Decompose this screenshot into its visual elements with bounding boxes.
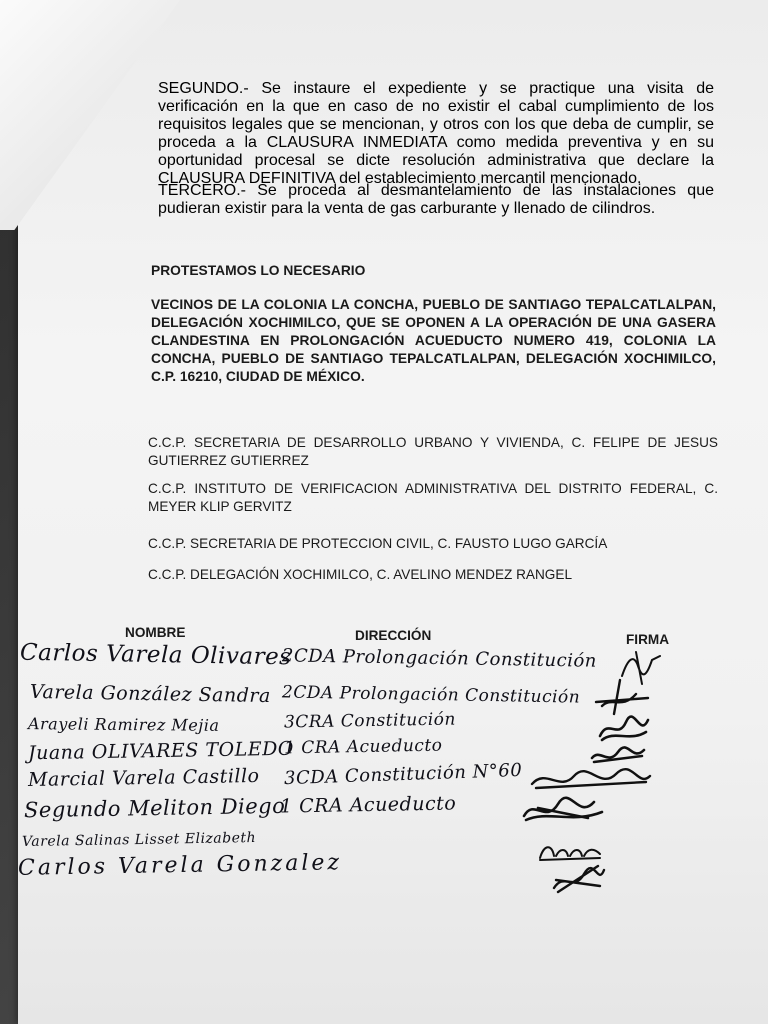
vecinos-paragraph: VECINOS DE LA COLONIA LA CONCHA, PUEBLO DE SANTIAGO TEPALCATLALPAN, DELEGACIÓN XOCHIMILCO, QUE SE OPONEN A LA OPERACIÓN DE UNA GASERA CLANDESTINA EN PROLONGACIÓN ACUEDUCTO NUMERO 419, COLONIA LA CONCHA, PUEBLO DE SANTIAGO TEPALCATLALPAN, DELEGACIÓN XOCHIMILCO, C.P. 16210, CIUDAD DE MÉXICO.: [151, 297, 716, 384]
signer-name-2: Varela González Sandra: [29, 680, 271, 708]
signer-address-2: 2CDA Prolongación Constitución: [281, 682, 581, 708]
signer-address-6: 1 CRA Acueducto: [279, 792, 457, 818]
signer-name-8: Carlos Varela Gonzalez: [17, 850, 343, 881]
document-page: [18, 0, 768, 1024]
signature-8: [548, 862, 608, 896]
ccp-line-3: C.C.P. SECRETARIA DE PROTECCION CIVIL, C. FAUSTO LUGO GARCÍA: [148, 536, 608, 551]
ccp-line-2: C.C.P. INSTITUTO DE VERIFICACION ADMINISTRATIVA DEL DISTRITO FEDERAL, C. MEYER KLIP GERVITZ: [148, 481, 718, 514]
signer-address-4: 1 CRA Acueducto: [283, 735, 443, 759]
protestamos-heading: PROTESTAMOS LO NECESARIO: [151, 263, 366, 278]
signer-name-4: Juana OLIVARES TOLEDO: [27, 737, 295, 765]
firma-header: FIRMA: [626, 632, 670, 647]
signature-6: [518, 790, 608, 830]
signer-name-1: Carlos Varela Olivares: [19, 639, 292, 671]
signer-name-5: Marcial Varela Castillo: [27, 764, 260, 792]
signer-address-3: 3CRA Constitución: [283, 709, 457, 733]
segundo-paragraph: SEGUNDO.- Se instaure el expediente y se practique una visita de verificación en la que en caso de no existir el cabal cumplimiento de los requisitos legales que se mencionan, y otros con los que deba de cumplir, se proceda a la CLAUSURA INMEDIATA como medida preventiva y en su oportunidad procesal se dicte resolución administrativa que declare la CLAUSURA DEFINITIVA del establecimiento mercantil mencionado.: [158, 80, 714, 187]
ccp-line-4: C.C.P. DELEGACIÓN XOCHIMILCO, C. AVELINO MENDEZ RANGEL: [148, 567, 573, 582]
signer-address-1: 2CDA Prolongación Constitución: [281, 645, 598, 672]
tercero-paragraph: TERCERO.- Se proceda al desmantelamiento de las instalaciones que pudieran existir para la venta de gas carburante y llenado de cilindros.: [158, 182, 714, 217]
signer-address-5: 3CDA Constitución N°60: [283, 759, 523, 790]
signer-name-3: Arayeli Ramirez Mejia: [27, 714, 220, 735]
signer-name-6: Segundo Meliton Diego: [23, 793, 286, 823]
ccp-line-1: C.C.P. SECRETARIA DE DESARROLLO URBANO Y VIVIENDA, C. FELIPE DE JESUS GUTIERREZ GUTIERREZ: [148, 435, 718, 468]
nombre-header: NOMBRE: [125, 625, 186, 640]
signature-2: [592, 676, 652, 716]
direccion-header: DIRECCIÓN: [355, 628, 432, 643]
signer-name-7: Varela Salinas Lisset Elizabeth: [21, 829, 257, 851]
